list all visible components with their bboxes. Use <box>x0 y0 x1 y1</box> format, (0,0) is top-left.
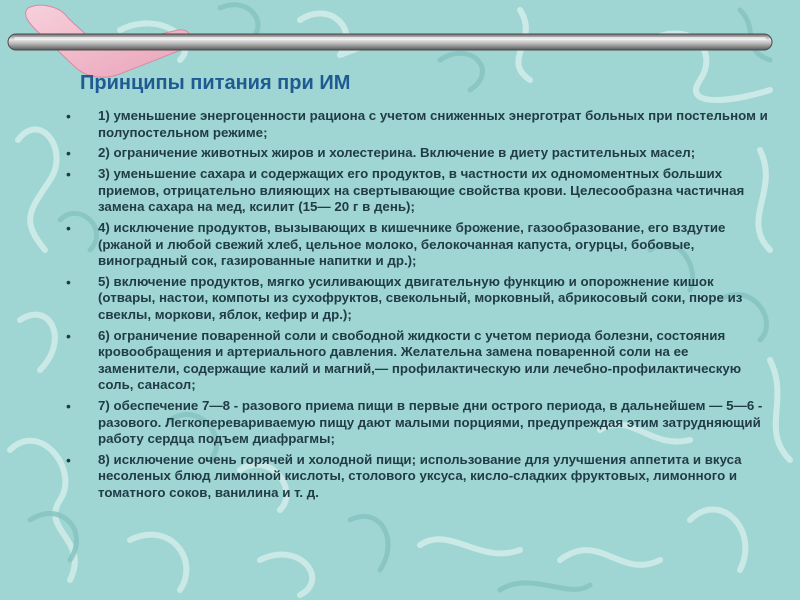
slide-title: Принципы питания при ИМ <box>80 72 351 94</box>
bullet-icon: • <box>66 108 71 124</box>
list-item-text: 7) обеспечение 7—8 - разового приема пищи в первые дни острого периода, в дальнейшем — 5—6 - разового. Легкоперевариваемую пищу дают малыми порциями, предупреждая этим затрудняющий работу сердца подъем диафрагмы; <box>98 397 763 447</box>
list-item-text: 1) уменьшение энергоценности рациона с учетом сниженных энерготрат больных при постельном и полупостельном режиме; <box>98 108 768 140</box>
list-item-text: 3) уменьшение сахара и содержащих его продуктов, в частности их одномоментных больших приемов, отрицательно влияющих на свертывающие свойства крови. Целесообразна частичная замена сахара на мед, ксилит (15— 20 г в день); <box>98 166 745 215</box>
bullet-icon: • <box>66 451 71 468</box>
list-item <box>66 220 772 270</box>
list-item <box>66 452 772 502</box>
list-item <box>66 398 772 448</box>
bullet-list <box>66 108 772 505</box>
bullet-icon: • <box>66 273 71 290</box>
list-item <box>66 108 772 141</box>
list-item <box>66 145 772 162</box>
bullet-icon: • <box>66 327 71 344</box>
bullet-icon: • <box>66 145 71 162</box>
list-item-text: 8) исключение очень горячей и холодной пищи; использование для улучшения аппетита и вкуса несоленых блюд лимонной кислоты, столового уксуса, кисло-сладких фруктовых, лимонного и томатного соков, ванилина и т. д. <box>98 451 742 500</box>
list-item-text: 6) ограничение поваренной соли и свободной жидкости с учетом периода болезни, состояния кровообращения и артериального давления. Желательна замена поваренной соли на ее заменители, содержащие калий и магний,— профилактическую или лечебно-профилактическую соль, санасол; <box>98 327 742 393</box>
list-item <box>66 274 772 324</box>
list-item <box>66 328 772 394</box>
bullet-icon: • <box>66 397 71 414</box>
list-item-text: 2) ограничение животных жиров и холестерина. Включение в диету растительных масел; <box>98 145 696 161</box>
list-item-text: 4) исключение продуктов, вызывающих в кишечнике брожение, газообразование, его вздутие (ржаной и любой свежий хлеб, цельное молоко, белокочанная капуста, огурцы, бобовые, виноградный сок, газированные напитки и др.); <box>98 219 726 269</box>
silver-bar <box>8 34 772 50</box>
list-item-text: 5) включение продуктов, мягко усиливающих двигательную функцию и опорожнение кишок (отвары, настои, компоты из сухофруктов, свекольный, морковный, абрикосовый соки, пюре из свеклы, моркови, яблок, кефир и др.); <box>98 273 743 322</box>
bullet-icon: • <box>66 166 71 183</box>
list-item <box>66 166 772 216</box>
bullet-icon: • <box>66 219 71 236</box>
